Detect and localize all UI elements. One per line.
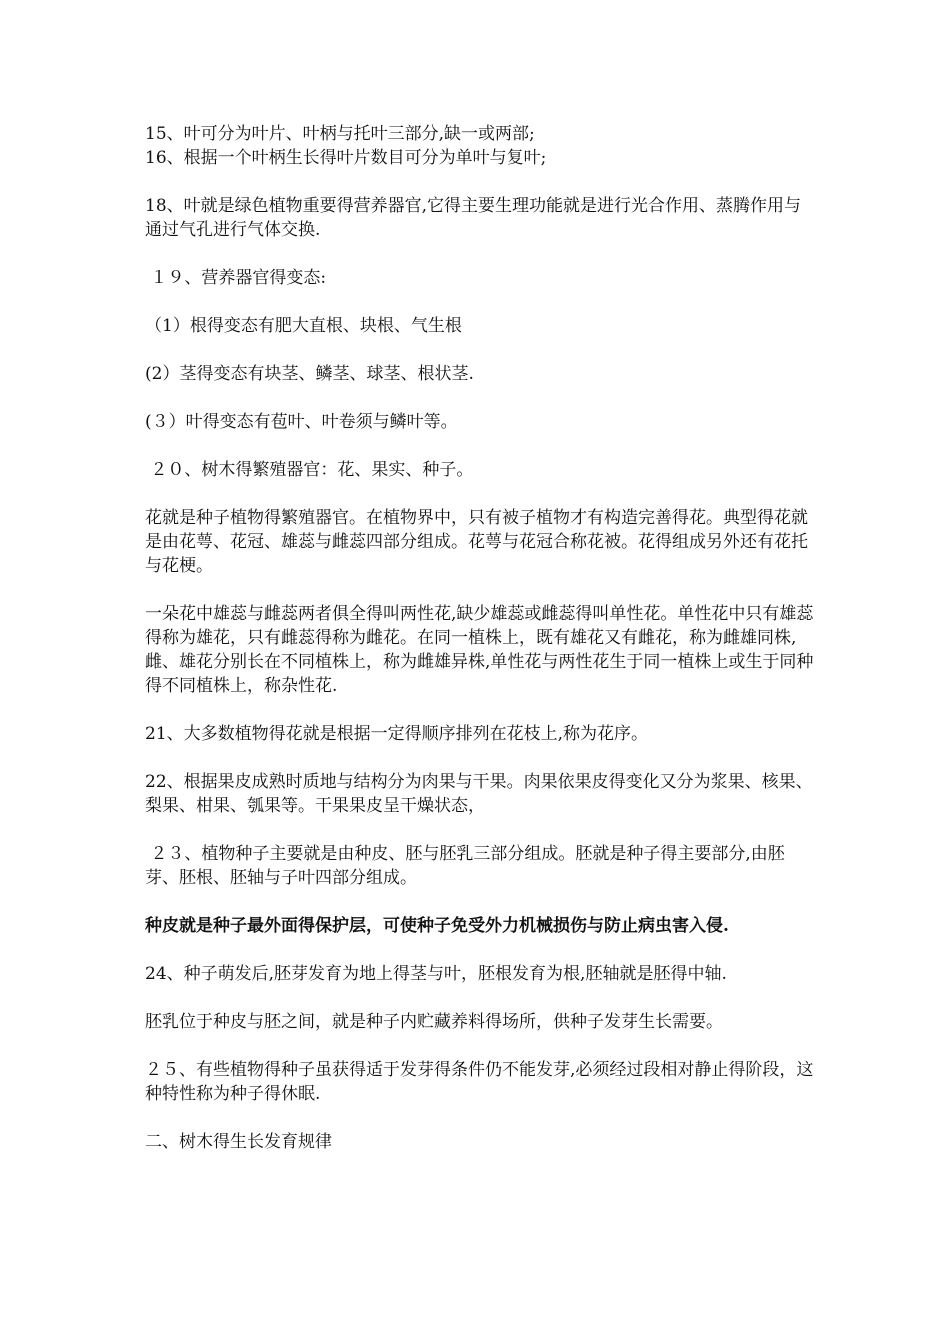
section-heading-growth: 二、树木得生长发育规律 <box>145 1132 332 1152</box>
paragraph-22: 22、根据果皮成熟时质地与结构分为肉果与干果。肉果依果皮得变化又分为浆果、核果、梨果、柑果、瓠果等。干果果皮呈干燥状态， <box>145 772 813 816</box>
paragraph-19-heading: １９、营养器官得变态: <box>145 268 327 288</box>
paragraph-25: ２５、有些植物得种子虽获得适于发芽得条件仍不能发芽,必须经过段相对静止得阶段，这种特性称为种子得休眠. <box>145 1060 814 1104</box>
paragraph-18: 18、叶就是绿色植物重要得营养器官,它得主要生理功能就是进行光合作用、蒸腾作用与通过气孔进行气体交换. <box>145 196 802 240</box>
paragraph-flower-definition: 花就是种子植物得繁殖器官。在植物界中，只有被子植物才有构造完善得花。典型得花就是由花萼、花冠、雄蕊与雌蕊四部分组成。花萼与花冠合称花被。花得组成另外还有花托与花梗。 <box>145 508 808 576</box>
paragraph-seed-coat-bold: 种皮就是种子最外面得保护层，可使种子免受外力机械损伤与防止病虫害入侵. <box>145 916 729 936</box>
paragraph-24: 24、种子萌发后,胚芽发育为地上得茎与叶，胚根发育为根,胚轴就是胚得中轴. <box>145 964 727 984</box>
paragraph-19-item-3: (３）叶得变态有苞叶、叶卷须与鳞叶等。 <box>145 412 458 432</box>
document-body <box>145 122 815 1154</box>
paragraph-endosperm: 胚乳位于种皮与胚之间，就是种子内贮藏养料得场所，供种子发芽生长需要。 <box>145 1012 723 1032</box>
paragraph-21: 21、大多数植物得花就是根据一定得顺序排列在花枝上,称为花序。 <box>145 724 649 744</box>
paragraph-19-item-1: （1）根得变态有肥大直根、块根、气生根 <box>145 316 462 336</box>
paragraph-flower-types: 一朵花中雄蕊与雌蕊两者俱全得叫两性花,缺少雄蕊或雌蕊得叫单性花。单性花中只有雄蕊得称为雄花，只有雌蕊得称为雌花。在同一植株上，既有雄花又有雌花，称为雌雄同株,雌、雄花分别长在不同植株上，称为雌雄异株,单性花与两性花生于同一植株上或生于同种得不同植株上，称杂性花. <box>145 604 814 696</box>
paragraph-16: 16、根据一个叶柄生长得叶片数目可分为单叶与复叶; <box>145 148 547 168</box>
paragraph-20-heading: ２０、树木得繁殖器官：花、果实、种子。 <box>145 460 474 480</box>
paragraph-19-item-2: (2）茎得变态有块茎、鳞茎、球茎、根状茎. <box>145 364 474 384</box>
paragraph-23: ２３、植物种子主要就是由种皮、胚与胚乳三部分组成。胚就是种子得主要部分,由胚芽、胚根、胚轴与子叶四部分组成。 <box>145 844 785 888</box>
paragraph-15: 15、叶可分为叶片、叶柄与托叶三部分,缺一或两部; <box>145 124 535 144</box>
